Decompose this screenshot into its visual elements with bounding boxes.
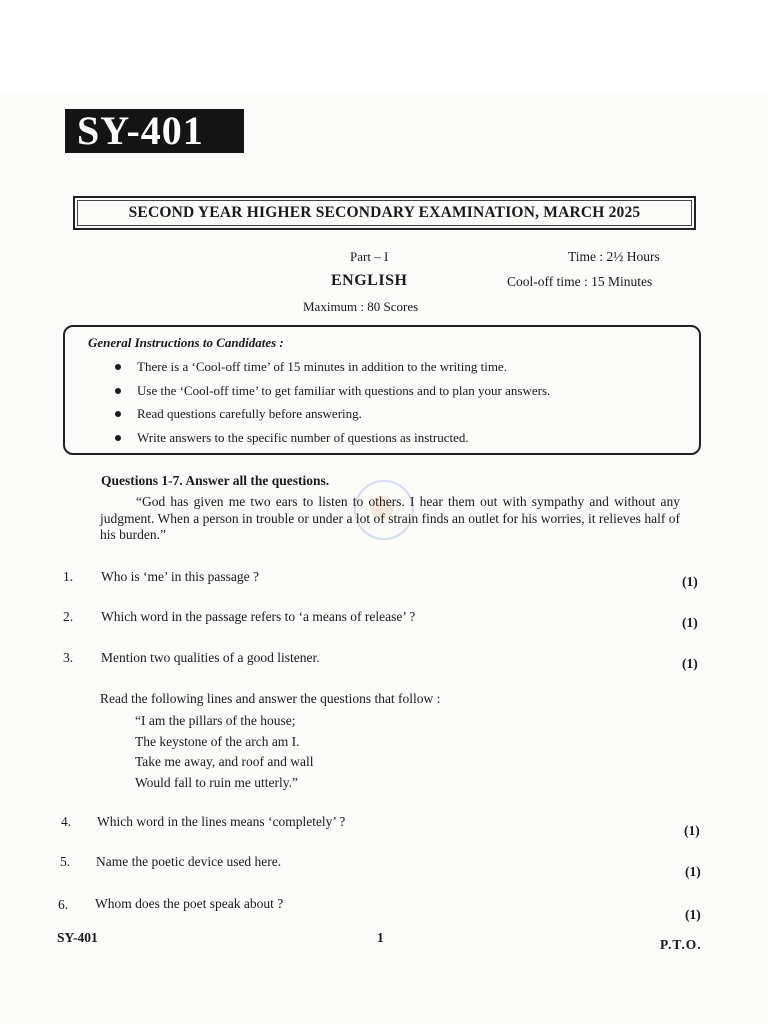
page-number: 1 — [377, 930, 384, 945]
question-marks: (1) — [682, 615, 698, 630]
part-label: Part – I — [350, 249, 389, 264]
time-allowed: Time : 2½ Hours — [568, 249, 660, 264]
question-marks: (1) — [685, 907, 701, 922]
question-text: Whom does the poet speak about ? — [95, 896, 284, 911]
subject-title: ENGLISH — [331, 272, 408, 289]
poem-excerpt — [135, 711, 313, 793]
question-text: Who is ‘me’ in this passage ? — [101, 569, 259, 584]
exam-paper — [0, 95, 768, 1024]
question-number: 1. — [63, 569, 74, 584]
please-turn-over: P.T.O. — [660, 937, 702, 952]
section-heading: Questions 1-7. Answer all the questions. — [101, 473, 330, 488]
question-number: 6. — [58, 897, 69, 912]
instructions-list — [115, 358, 550, 453]
prose-passage: “God has given me two ears to listen to others. I hear them out with sympathy and without any judgment. When a person in trouble or under a lot of strain finds an outlet for his worries, it relieves half of his burden.” — [100, 494, 680, 542]
question-marks: (1) — [685, 864, 701, 879]
question-number: 5. — [60, 854, 71, 869]
question-marks: (1) — [682, 574, 698, 589]
footer-paper-code: SY-401 — [57, 930, 98, 945]
question-number: 3. — [63, 650, 74, 665]
instruction-item: There is a ‘Cool-off time’ of 15 minutes in addition to the writing time. — [115, 358, 550, 382]
instructions-heading: General Instructions to Candidates : — [88, 335, 284, 350]
poem-line: “I am the pillars of the house; — [135, 713, 296, 728]
exam-title: SECOND YEAR HIGHER SECONDARY EXAMINATION, MARCH 2025 — [128, 204, 641, 221]
poem-line: Take me away, and roof and wall — [135, 754, 314, 769]
poem-line: Would fall to ruin me utterly.” — [135, 774, 298, 790]
instructions-box — [63, 325, 701, 455]
cool-off-time: Cool-off time : 15 Minutes — [507, 274, 653, 289]
instruction-item: Write answers to the specific number of questions as instructed. — [115, 429, 550, 453]
exam-title-box — [73, 196, 696, 230]
question-text: Which word in the passage refers to ‘a means of release’ ? — [101, 609, 416, 624]
question-marks: (1) — [682, 656, 698, 671]
instruction-item: Read questions carefully before answering. — [115, 405, 550, 429]
question-number: 4. — [61, 814, 72, 829]
question-text: Which word in the lines means ‘completely’ ? — [97, 814, 346, 829]
paper-code-badge: SY-401 — [65, 109, 244, 153]
question-number: 2. — [63, 609, 74, 624]
instruction-item: Use the ‘Cool-off time’ to get familiar with questions and to plan your answers. — [115, 382, 550, 406]
question-text: Name the poetic device used here. — [96, 854, 282, 869]
max-scores: Maximum : 80 Scores — [303, 299, 419, 314]
poem-line: The keystone of the arch am I. — [135, 733, 300, 749]
question-marks: (1) — [684, 823, 700, 838]
poem-intro: Read the following lines and answer the questions that follow : — [100, 691, 441, 706]
question-text: Mention two qualities of a good listener. — [101, 650, 320, 665]
